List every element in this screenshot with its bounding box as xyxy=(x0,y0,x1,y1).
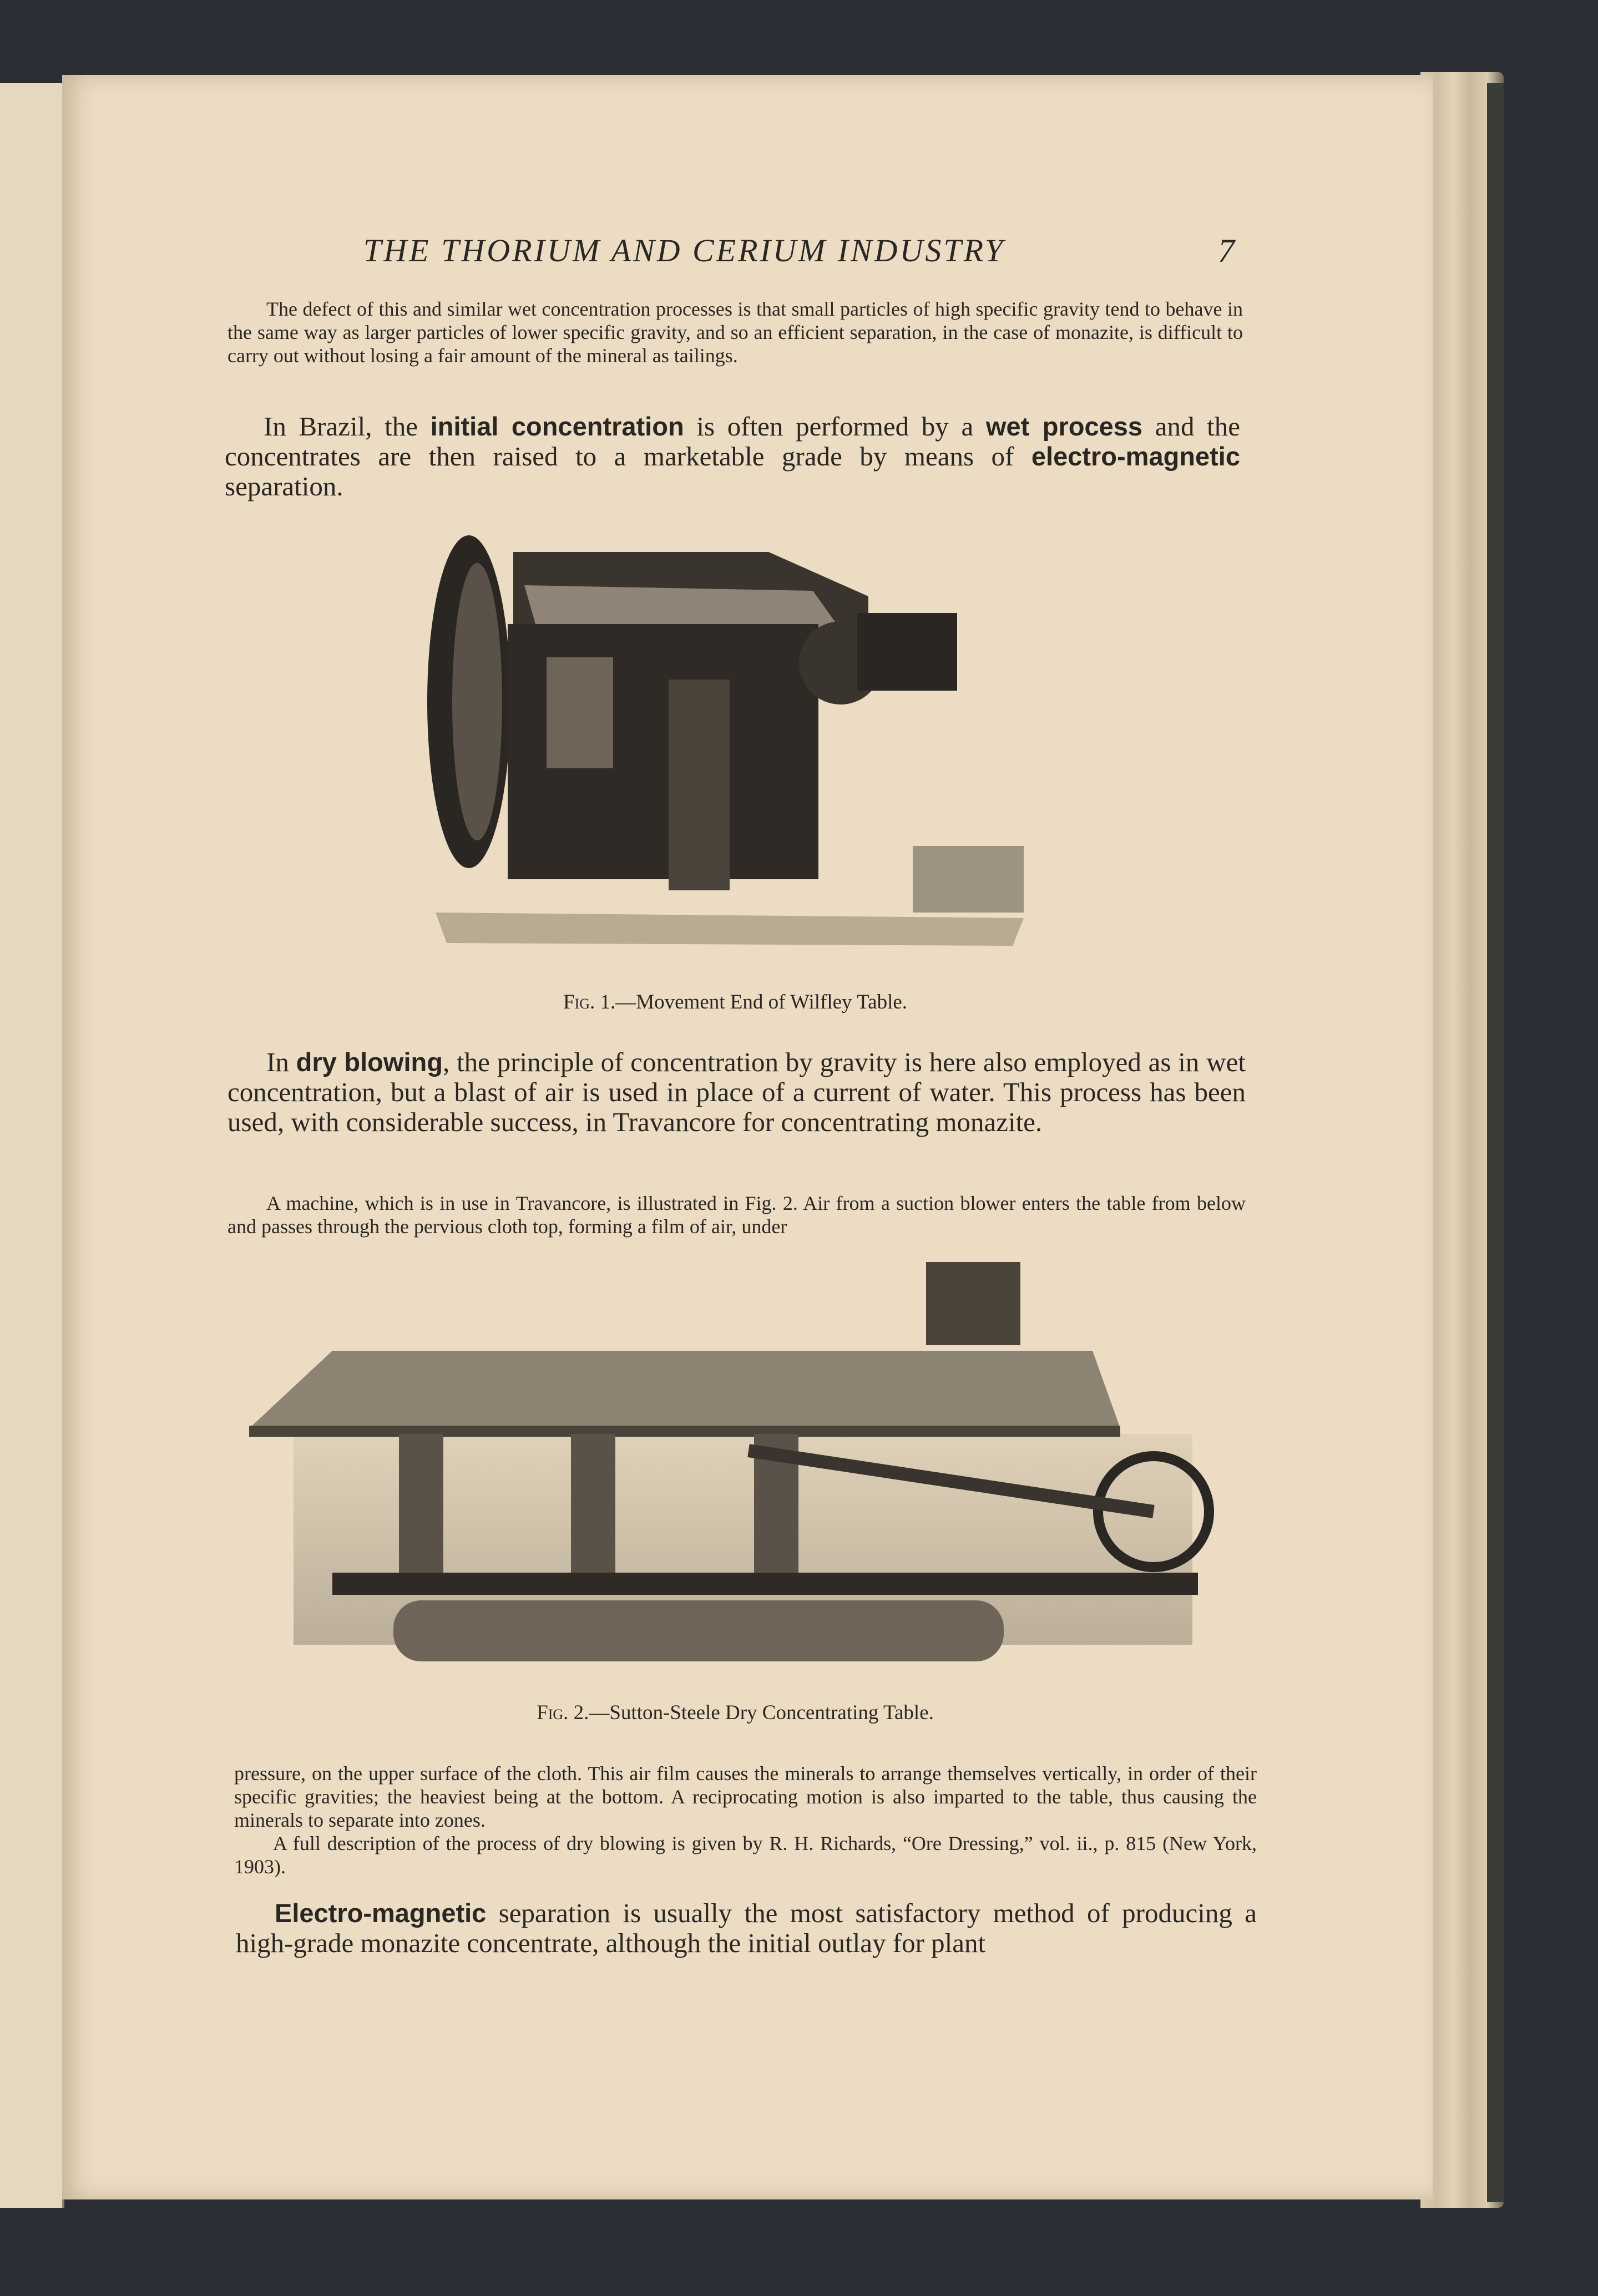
book-cover xyxy=(1487,83,1504,2202)
paragraph-machine: A machine, which is in use in Travancore, is illustrated in Fig. 2. Air from a suction blower enters the table from below and passes through the pervious cloth top, forming a film of air, under xyxy=(227,1192,1246,1238)
text: separation. xyxy=(225,471,343,501)
text: In xyxy=(266,1047,296,1077)
text: and the concentrates are then raised to a marketable grade by means of xyxy=(225,411,1240,472)
text: In Brazil, the xyxy=(264,411,431,442)
text: separation is usually the most satisfactory method of producing a high-grade monazite concentrate, although the initial outlay for plant xyxy=(236,1898,1257,1958)
emphasis: dry blowing xyxy=(296,1047,443,1077)
figure-1-caption xyxy=(388,990,1082,1014)
paragraph-electro-magnetic xyxy=(236,1898,1257,1958)
figure-1-wilfley-table-illustration xyxy=(424,513,1035,954)
figure-label: Fig. 1. xyxy=(563,991,616,1013)
figure-2-caption xyxy=(388,1701,1082,1725)
paragraph-dry-blowing xyxy=(227,1047,1246,1137)
running-header: THE THORIUM AND CERIUM INDUSTRY xyxy=(363,232,1005,268)
caption-text: —Movement End of Wilfley Table. xyxy=(615,991,908,1013)
paragraph-air-film: pressure, on the upper surface of the cloth. This air film causes the minerals to arrange themselves vertically, in order of their specific gravities; the heaviest being at the bottom. A reciprocating motion is also imparted to the table, thus causing the minerals to separate into zones. xyxy=(234,1762,1257,1831)
figure-label: Fig. 2. xyxy=(537,1701,589,1724)
facing-page-edge xyxy=(0,83,64,2208)
text: , the principle of concentration by gravity is here also employed as in wet concentration, but a blast of air is used in place of a current of water. This process has been used, with considerable success, in Travancore for concentrating monazite. xyxy=(227,1047,1246,1137)
paragraph-reference: A full description of the process of dry blowing is given by R. H. Richards, “Ore Dressing,” vol. ii., p. 815 (New York, 1903). xyxy=(234,1832,1257,1878)
emphasis: electro-magnetic xyxy=(1031,442,1240,471)
paragraph-wet-concentration: The defect of this and similar wet concentration processes is that small particles of high specific gravity tend to behave in the same way as larger particles of lower specific gravity, and so an efficient separation, in the case of monazite, is difficult to carry out without losing a fair amount of the mineral as tailings. xyxy=(227,298,1243,367)
paragraph-brazil xyxy=(225,412,1240,501)
page-number: 7 xyxy=(1218,232,1235,269)
text: is often performed by a xyxy=(684,411,986,442)
emphasis: wet process xyxy=(985,412,1143,441)
book-page xyxy=(62,75,1433,2199)
emphasis: Electro-magnetic xyxy=(275,1898,487,1928)
emphasis: initial concentration xyxy=(430,412,684,441)
caption-text: —Sutton-Steele Dry Concentrating Table. xyxy=(589,1701,934,1724)
figure-2-sutton-steele-table-illustration xyxy=(249,1256,1231,1678)
